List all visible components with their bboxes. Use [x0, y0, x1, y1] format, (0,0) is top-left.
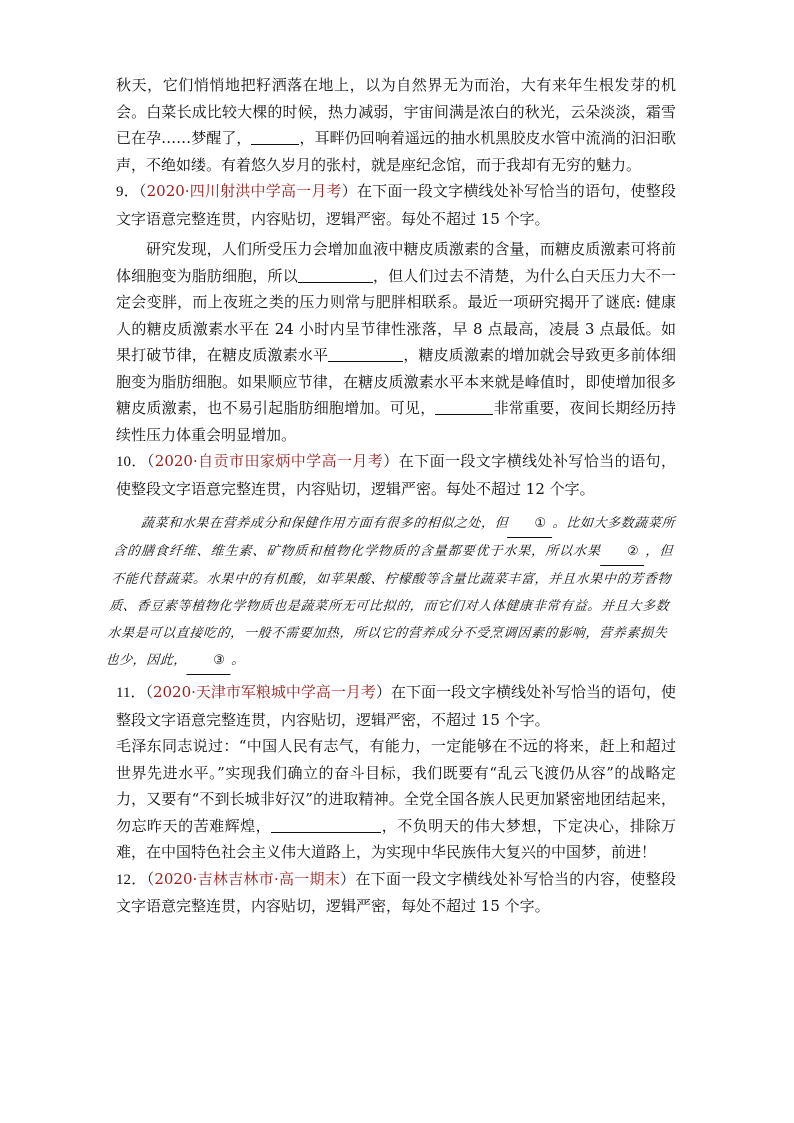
question-number: 10． — [116, 454, 147, 470]
answer-blank[interactable] — [328, 346, 403, 362]
passage-text: ，但不能代替蔬菜。水果中的有机酸，如苹果酸、柠檬酸等含量比蔬菜丰富，并且水果中的芳香物质、香豆素等植物化学物质也是蔬菜所无可比拟的，而它们对人体健康非常有益。并且大多数水果是可以直接吃的，一般不需要加热，所以它的营养成分不受烹调因素的影响，营养素损失也少，因此， — [104, 544, 674, 668]
question-instruction: 在下面一段文字横线处补写恰当的语句，使整段文字语意完整连贯，内容贴切，逻辑严密。每处不超过 12 个字。 — [116, 452, 676, 498]
question-instruction: 在下面一段文字横线处补写恰当的内容，使整段文字语意完整连贯，内容贴切，逻辑严密，每处不超过 15 个字。 — [116, 869, 676, 915]
source-paren-open: （ — [146, 869, 155, 888]
source-paren-open: （ — [138, 182, 147, 200]
answer-blank[interactable] — [251, 129, 299, 145]
intro-line-3a: 了， — [221, 129, 252, 147]
passage-text: ，糖皮质激素的增加就会导致更多前体细胞变为脂肪细胞。如果顺应节律，在糖皮质激素水平本来就是峰值时，即使增加很多糖皮质激素，也不易引起脂肪细胞增加。可见， — [116, 346, 676, 417]
passage-text: 毛泽东同志说过：“中国人民有志气，有能力，一定能够在不远的将来，赶上和超过世界先进水平。”实现我们确立的奋斗目标，我们既要有“乱云飞渡仍从容”的战略定力，又要有“不到长城非好汉”的进取精神。全党全国各族人民更加紧密地团结起来，勿忘昨天的苦难辉煌， — [116, 737, 676, 835]
answer-blank[interactable] — [271, 817, 381, 833]
intro-line-2: 长成比较大棵的时候，热力减弱，宇宙间满是浓白的秋光，云朵淡淡，霜雪已在孕……梦醒 — [116, 102, 676, 147]
source-paren-close: ） — [340, 869, 356, 888]
question-number: 9． — [116, 184, 139, 200]
answer-blank[interactable] — [435, 399, 493, 415]
question-10-header — [116, 448, 676, 502]
question-11-passage — [116, 733, 676, 866]
question-instruction: 在下面一段文字横线处补写恰当的语句，使整段文字语意完整连贯，内容贴切，逻辑严密，不超过 15 个字。 — [116, 683, 676, 729]
passage-text: 非常重要，夜间长期经历持续性压力体重会明显增加。 — [116, 399, 676, 444]
intro-paragraph — [116, 72, 676, 178]
question-9-header — [116, 178, 676, 232]
passage-text: ，但人们过去不清楚，为什么白天压力大不一定会变胖，而上夜班之类的压力则常与肥胖相联系。最近一项研究揭开了谜底: 健康人的糖皮质激素水平在 24 小时内呈节律性涨落，早 8 点最高，凌晨 3 点最低。如果打破节律，在糖皮质激素水平 — [116, 266, 676, 364]
source-paren-close: ） — [341, 182, 357, 200]
intro-line-3b: ，耳畔仍回响着遥远的抽水机黑胶皮水管中流淌的汩汩歌声，不绝如缕。有着 — [116, 129, 676, 174]
source-paren-close: ） — [375, 683, 391, 701]
question-9-passage — [116, 236, 676, 448]
question-source: 2020·四川射洪中学高一月考 — [146, 182, 342, 200]
question-instruction: 在下面一段文字横线处补写恰当的语句，使整段文字语意完整连贯，内容贴切，逻辑严密。每处不超过 15 个字。 — [116, 182, 676, 228]
question-10-passage — [104, 510, 676, 675]
source-paren-close: ） — [383, 452, 399, 470]
source-paren-open: （ — [146, 452, 155, 470]
answer-blank[interactable] — [298, 267, 373, 283]
passage-text: 研究发现，人们所受压力会增加血液中糖皮质激素的含量，而糖皮质激素可将前体细胞变为脂肪细胞，所以 — [116, 240, 676, 285]
question-source: 2020·天津市军粮城中学高一月考 — [152, 683, 376, 701]
question-source: 2020·自贡市田家炳中学高一月考 — [154, 452, 384, 470]
passage-text: ，不负明天的伟大梦想，下定决心，排除万难，在中国特色社会主义伟大道路上，为实现中华民族伟大复兴的中国梦，前进！ — [116, 816, 676, 861]
question-11-header — [116, 679, 676, 733]
intro-line-4: 悠久岁月的张村，就是座纪念馆，而于我却有无穷的魅力。 — [251, 155, 642, 174]
question-number: 11． — [116, 685, 146, 701]
question-number: 12． — [116, 871, 147, 888]
answer-blank-2[interactable]: ② — [600, 538, 646, 566]
source-paren-open: （ — [145, 683, 153, 701]
passage-text: 蔬菜和水果在营养成分和保健作用方面有很多的相似之处，但 — [140, 516, 509, 531]
intro-line-1: 秋天，它们悄悄地把籽洒落在地上，以为自然界无为而治，大有来年生根发芽的机会。白菜 — [116, 76, 676, 121]
answer-blank-1[interactable]: ① — [507, 510, 553, 538]
answer-blank-3[interactable]: ③ — [186, 647, 232, 675]
question-12-header — [116, 866, 676, 920]
document-page — [104, 72, 676, 920]
passage-text: 。 — [230, 653, 246, 668]
question-source: 2020·吉林吉林市·高一期末 — [154, 869, 341, 888]
passage-text: 。比如大多数蔬菜所含的膳食纤维、维生素、矿物质和植物化学物质的含量都要优于水果，所以水果 — [112, 516, 676, 559]
